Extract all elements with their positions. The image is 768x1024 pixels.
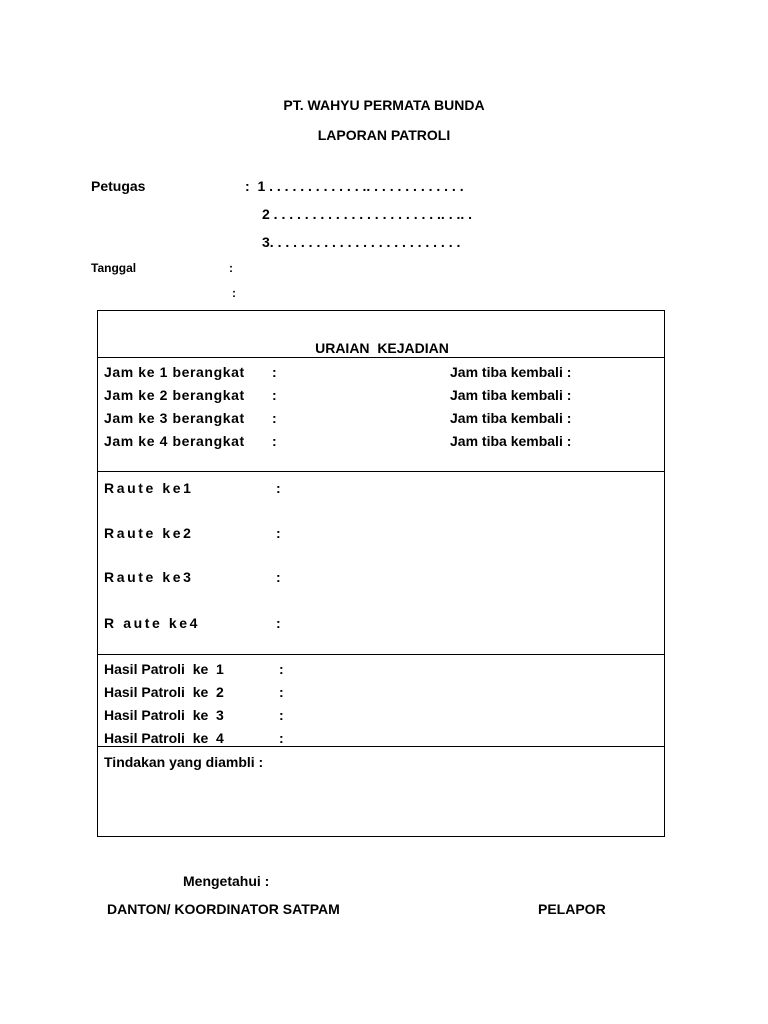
report-title: LAPORAN PATROLI — [317, 127, 451, 143]
jam-row-2-label: Jam ke 2 berangkat — [104, 387, 245, 403]
petugas-line-3: 3. . . . . . . . . . . . . . . . . . . . . . . . . — [262, 234, 461, 250]
raute-row-3-colon: : — [276, 569, 281, 585]
jam-row-4-colon: : — [272, 433, 277, 449]
hasil-row-1-colon: : — [279, 661, 284, 677]
divider — [98, 471, 664, 472]
jam-row-2-colon: : — [272, 387, 277, 403]
pelapor-signature-label: PELAPOR — [538, 901, 606, 917]
hasil-row-3-label: Hasil Patroli ke 3 — [104, 707, 224, 723]
raute-row-1-colon: : — [276, 480, 281, 496]
tanggal-colon: : — [229, 261, 233, 275]
mengetahui-label: Mengetahui : — [183, 873, 270, 889]
petugas-line-2: 2 . . . . . . . . . . . . . . . . . . . . . .. . .. . — [262, 206, 473, 222]
jam-row-3-label: Jam ke 3 berangkat — [104, 410, 245, 426]
divider — [98, 746, 664, 747]
raute-row-4-label: R aute ke4 — [104, 615, 201, 631]
jam-row-3-return: Jam tiba kembali : — [450, 410, 572, 426]
petugas-label: Petugas — [91, 178, 146, 194]
raute-row-3-label: Raute ke3 — [104, 569, 194, 585]
jam-row-4-label: Jam ke 4 berangkat — [104, 433, 245, 449]
hasil-row-4-label: Hasil Patroli ke 4 — [104, 730, 224, 746]
raute-row-4-colon: : — [276, 615, 281, 631]
raute-row-2-label: Raute ke2 — [104, 525, 194, 541]
divider — [98, 357, 664, 358]
jam-row-3-colon: : — [272, 410, 277, 426]
tindakan-label: Tindakan yang diambli : — [104, 754, 264, 770]
danton-signature-label: DANTON/ KOORDINATOR SATPAM — [107, 901, 340, 917]
hasil-row-3-colon: : — [279, 707, 284, 723]
jam-row-1-label: Jam ke 1 berangkat — [104, 364, 245, 380]
jam-row-1-colon: : — [272, 364, 277, 380]
raute-row-2-colon: : — [276, 525, 281, 541]
tanggal-colon-2: : — [232, 286, 236, 300]
tanggal-label: Tanggal — [91, 261, 137, 275]
raute-row-1-label: Raute ke1 — [104, 480, 194, 496]
divider — [98, 654, 664, 655]
incident-form — [97, 310, 665, 837]
hasil-row-1-label: Hasil Patroli ke 1 — [104, 661, 224, 677]
company-name: PT. WAHYU PERMATA BUNDA — [283, 97, 485, 113]
jam-row-2-return: Jam tiba kembali : — [450, 387, 572, 403]
jam-row-4-return: Jam tiba kembali : — [450, 433, 572, 449]
petugas-line-1: : 1 . . . . . . . . . . . . .. . . . . . . . . . . . . — [245, 178, 464, 194]
hasil-row-4-colon: : — [279, 730, 284, 746]
section-title: URAIAN KEJADIAN — [315, 340, 449, 356]
hasil-row-2-colon: : — [279, 684, 284, 700]
hasil-row-2-label: Hasil Patroli ke 2 — [104, 684, 224, 700]
jam-row-1-return: Jam tiba kembali : — [450, 364, 572, 380]
